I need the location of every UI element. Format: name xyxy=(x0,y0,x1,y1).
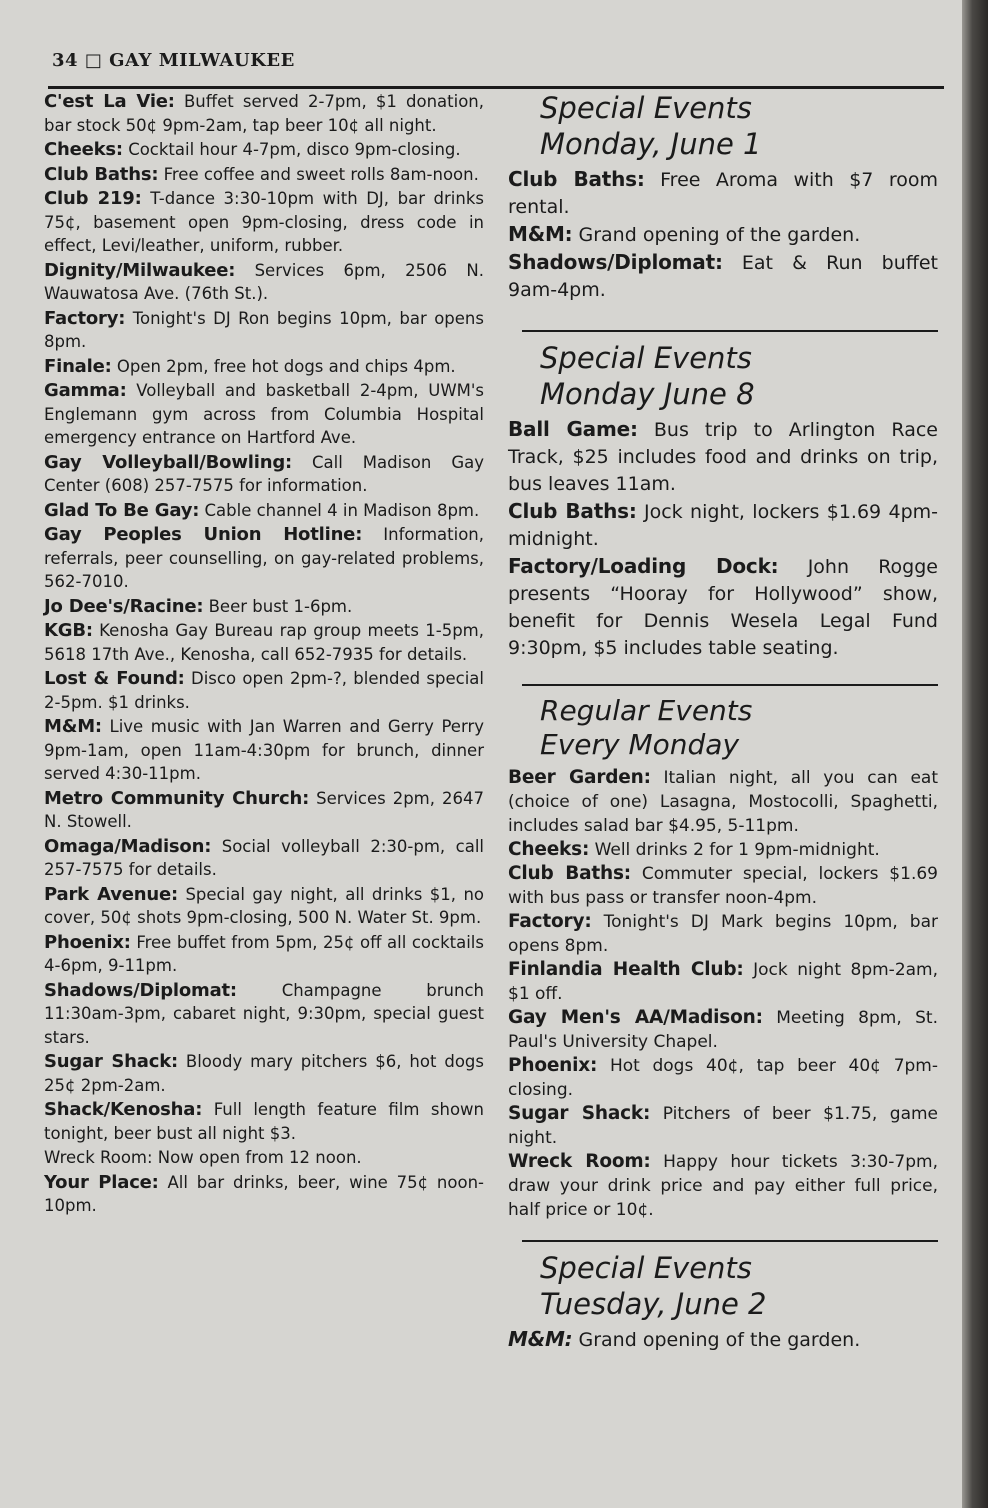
publication-name: GAY MILWAUKEE xyxy=(109,50,295,71)
listing-entry: C'est La Vie: Buffet served 2-7pm, $1 donation, bar stock 50¢ 9pm-2am, tap beer 10¢ all night. xyxy=(44,91,484,135)
regular-events-every-monday xyxy=(508,694,938,1222)
event-entry: M&M: Grand opening of the garden. xyxy=(508,1327,861,1351)
event-entry: Cheeks: Well drinks 2 for 1 9pm-midnight. xyxy=(508,839,880,860)
listing-entry: Wreck Room: Now open from 12 noon. xyxy=(44,1148,362,1167)
special-events-june-8 xyxy=(508,340,938,662)
event-entry: Finlandia Health Club: Jock night 8pm-2am, $1 off. xyxy=(508,959,939,1004)
section-title: Special Events Monday, June 1 xyxy=(540,91,762,161)
event-entry: Sugar Shack: Pitchers of beer $1.75, game night. xyxy=(508,1103,939,1148)
listing-entry: Jo Dee's/Racine: Beer bust 1-6pm. xyxy=(44,595,353,617)
section-title: Special Events Monday June 8 xyxy=(540,341,755,411)
listing-entry: Dignity/Milwaukee: Services 6pm, 2506 N. Wauwatosa Ave. (76th St.). xyxy=(44,259,484,303)
event-entry: Factory: Tonight's DJ Mark begins 10pm, bar opens 8pm. xyxy=(508,911,939,956)
event-entry: Club Baths: Commuter special, lockers $1.69 with bus pass or transfer noon-4pm. xyxy=(508,863,938,908)
event-entry: Phoenix: Hot dogs 40¢, tap beer 40¢ 7pm-closing. xyxy=(508,1055,938,1100)
listing-entry: Shack/Kenosha: Full length feature film shown tonight, beer bust all night $3. xyxy=(44,1099,484,1143)
listing-entry: Metro Community Church: Services 2pm, 2647 N. Stowell. xyxy=(44,787,485,831)
page-header xyxy=(52,50,942,71)
listing-entry: Finale: Open 2pm, free hot dogs and chips 4pm. xyxy=(44,355,456,377)
listing-entry: Phoenix: Free buffet from 5pm, 25¢ off all cocktails 4-6pm, 9-11pm. xyxy=(44,931,484,975)
listing-entry: Glad To Be Gay: Cable channel 4 in Madison 8pm. xyxy=(44,499,480,521)
listing-entry: M&M: Live music with Jan Warren and Gerry Perry 9pm-1am, open 11am-4:30pm for brunch, dinner served 4:30-11pm. xyxy=(44,716,484,783)
listing-entry: Your Place: All bar drinks, beer, wine 75¢ noon-10pm. xyxy=(44,1171,484,1215)
page-binding-edge xyxy=(962,0,988,1508)
special-events-june-1 xyxy=(508,90,938,304)
listing-entry: Gay Volleyball/Bowling: Call Madison Gay Center (608) 257-7575 for information. xyxy=(44,451,485,495)
event-entry: Club Baths: Free Aroma with $7 room rental. xyxy=(508,167,938,218)
event-entry: Wreck Room: Happy hour tickets 3:30-7pm, draw your drink price and pay either full price, half price or 10¢. xyxy=(508,1151,938,1220)
listing-entry: Sugar Shack: Bloody mary pitchers $6, hot dogs 25¢ 2pm-2am. xyxy=(44,1051,484,1095)
listing-entry: Gay Peoples Union Hotline: Information, referrals, peer counselling, on gay-related problems, 562-7010. xyxy=(44,524,485,591)
section-divider xyxy=(522,330,938,332)
event-entry: Factory/Loading Dock: John Rogge presents “Hooray for Hollywood” show, benefit for Dennis Wesela Legal Fund 9:30pm, $5 includes table seating. xyxy=(508,554,938,659)
listing-entry: Park Avenue: Special gay night, all drinks $1, no cover, 50¢ shots 9pm-closing, 500 N. Water St. 9pm. xyxy=(44,883,484,927)
event-entry: Gay Men's AA/Madison: Meeting 8pm, St. Paul's University Chapel. xyxy=(508,1007,938,1052)
header-rule xyxy=(48,86,944,89)
special-events-june-2 xyxy=(508,1250,938,1354)
event-entry: Shadows/Diplomat: Eat & Run buffet 9am-4pm. xyxy=(508,250,939,301)
listing-entry: Club 219: T-dance 3:30-10pm with DJ, bar drinks 75¢, basement open 9pm-closing, dress code in effect, Levi/leather, uniform, rubber. xyxy=(44,188,484,255)
event-entry: Club Baths: Jock night, lockers $1.69 4pm-midnight. xyxy=(508,499,939,550)
listing-entry: Shadows/Diplomat: Champagne brunch 11:30am-3pm, cabaret night, 9:30pm, special guest stars. xyxy=(44,979,484,1047)
right-column xyxy=(508,90,938,1354)
box-glyph: □ xyxy=(84,50,103,71)
event-entry: Beer Garden: Italian night, all you can eat (choice of one) Lasagna, Mostocolli, Spaghetti, includes salad bar $4.95, 5-11pm. xyxy=(508,767,938,836)
listing-entry: Gamma: Volleyball and basketball 2-4pm, UWM's Englemann gym across from Columbia Hospital emergency entrance on Hartford Ave. xyxy=(44,380,484,447)
left-column xyxy=(44,90,484,1219)
listing-entry: Club Baths: Free coffee and sweet rolls 8am-noon. xyxy=(44,163,479,185)
section-title: Regular Events Every Monday xyxy=(540,694,753,761)
section-divider xyxy=(522,1240,938,1242)
event-entry: M&M: Grand opening of the garden. xyxy=(508,222,861,246)
section-title: Special Events Tuesday, June 2 xyxy=(540,1251,767,1321)
page-number: 34 xyxy=(52,50,79,71)
event-entry: Ball Game: Bus trip to Arlington Race Track, $25 includes food and drinks on trip, bus leaves 11am. xyxy=(508,417,938,495)
section-divider xyxy=(522,684,938,686)
listing-entry: Factory: Tonight's DJ Ron begins 10pm, bar opens 8pm. xyxy=(44,307,484,351)
listing-entry: KGB: Kenosha Gay Bureau rap group meets 1-5pm, 5618 17th Ave., Kenosha, call 652-7935 for details. xyxy=(44,620,485,664)
listing-entry: Lost & Found: Disco open 2pm-?, blended special 2-5pm. $1 drinks. xyxy=(44,668,484,712)
listing-entry: Cheeks: Cocktail hour 4-7pm, disco 9pm-closing. xyxy=(44,139,461,160)
listing-entry: Omaga/Madison: Social volleyball 2:30-pm, call 257-7575 for details. xyxy=(44,835,484,879)
